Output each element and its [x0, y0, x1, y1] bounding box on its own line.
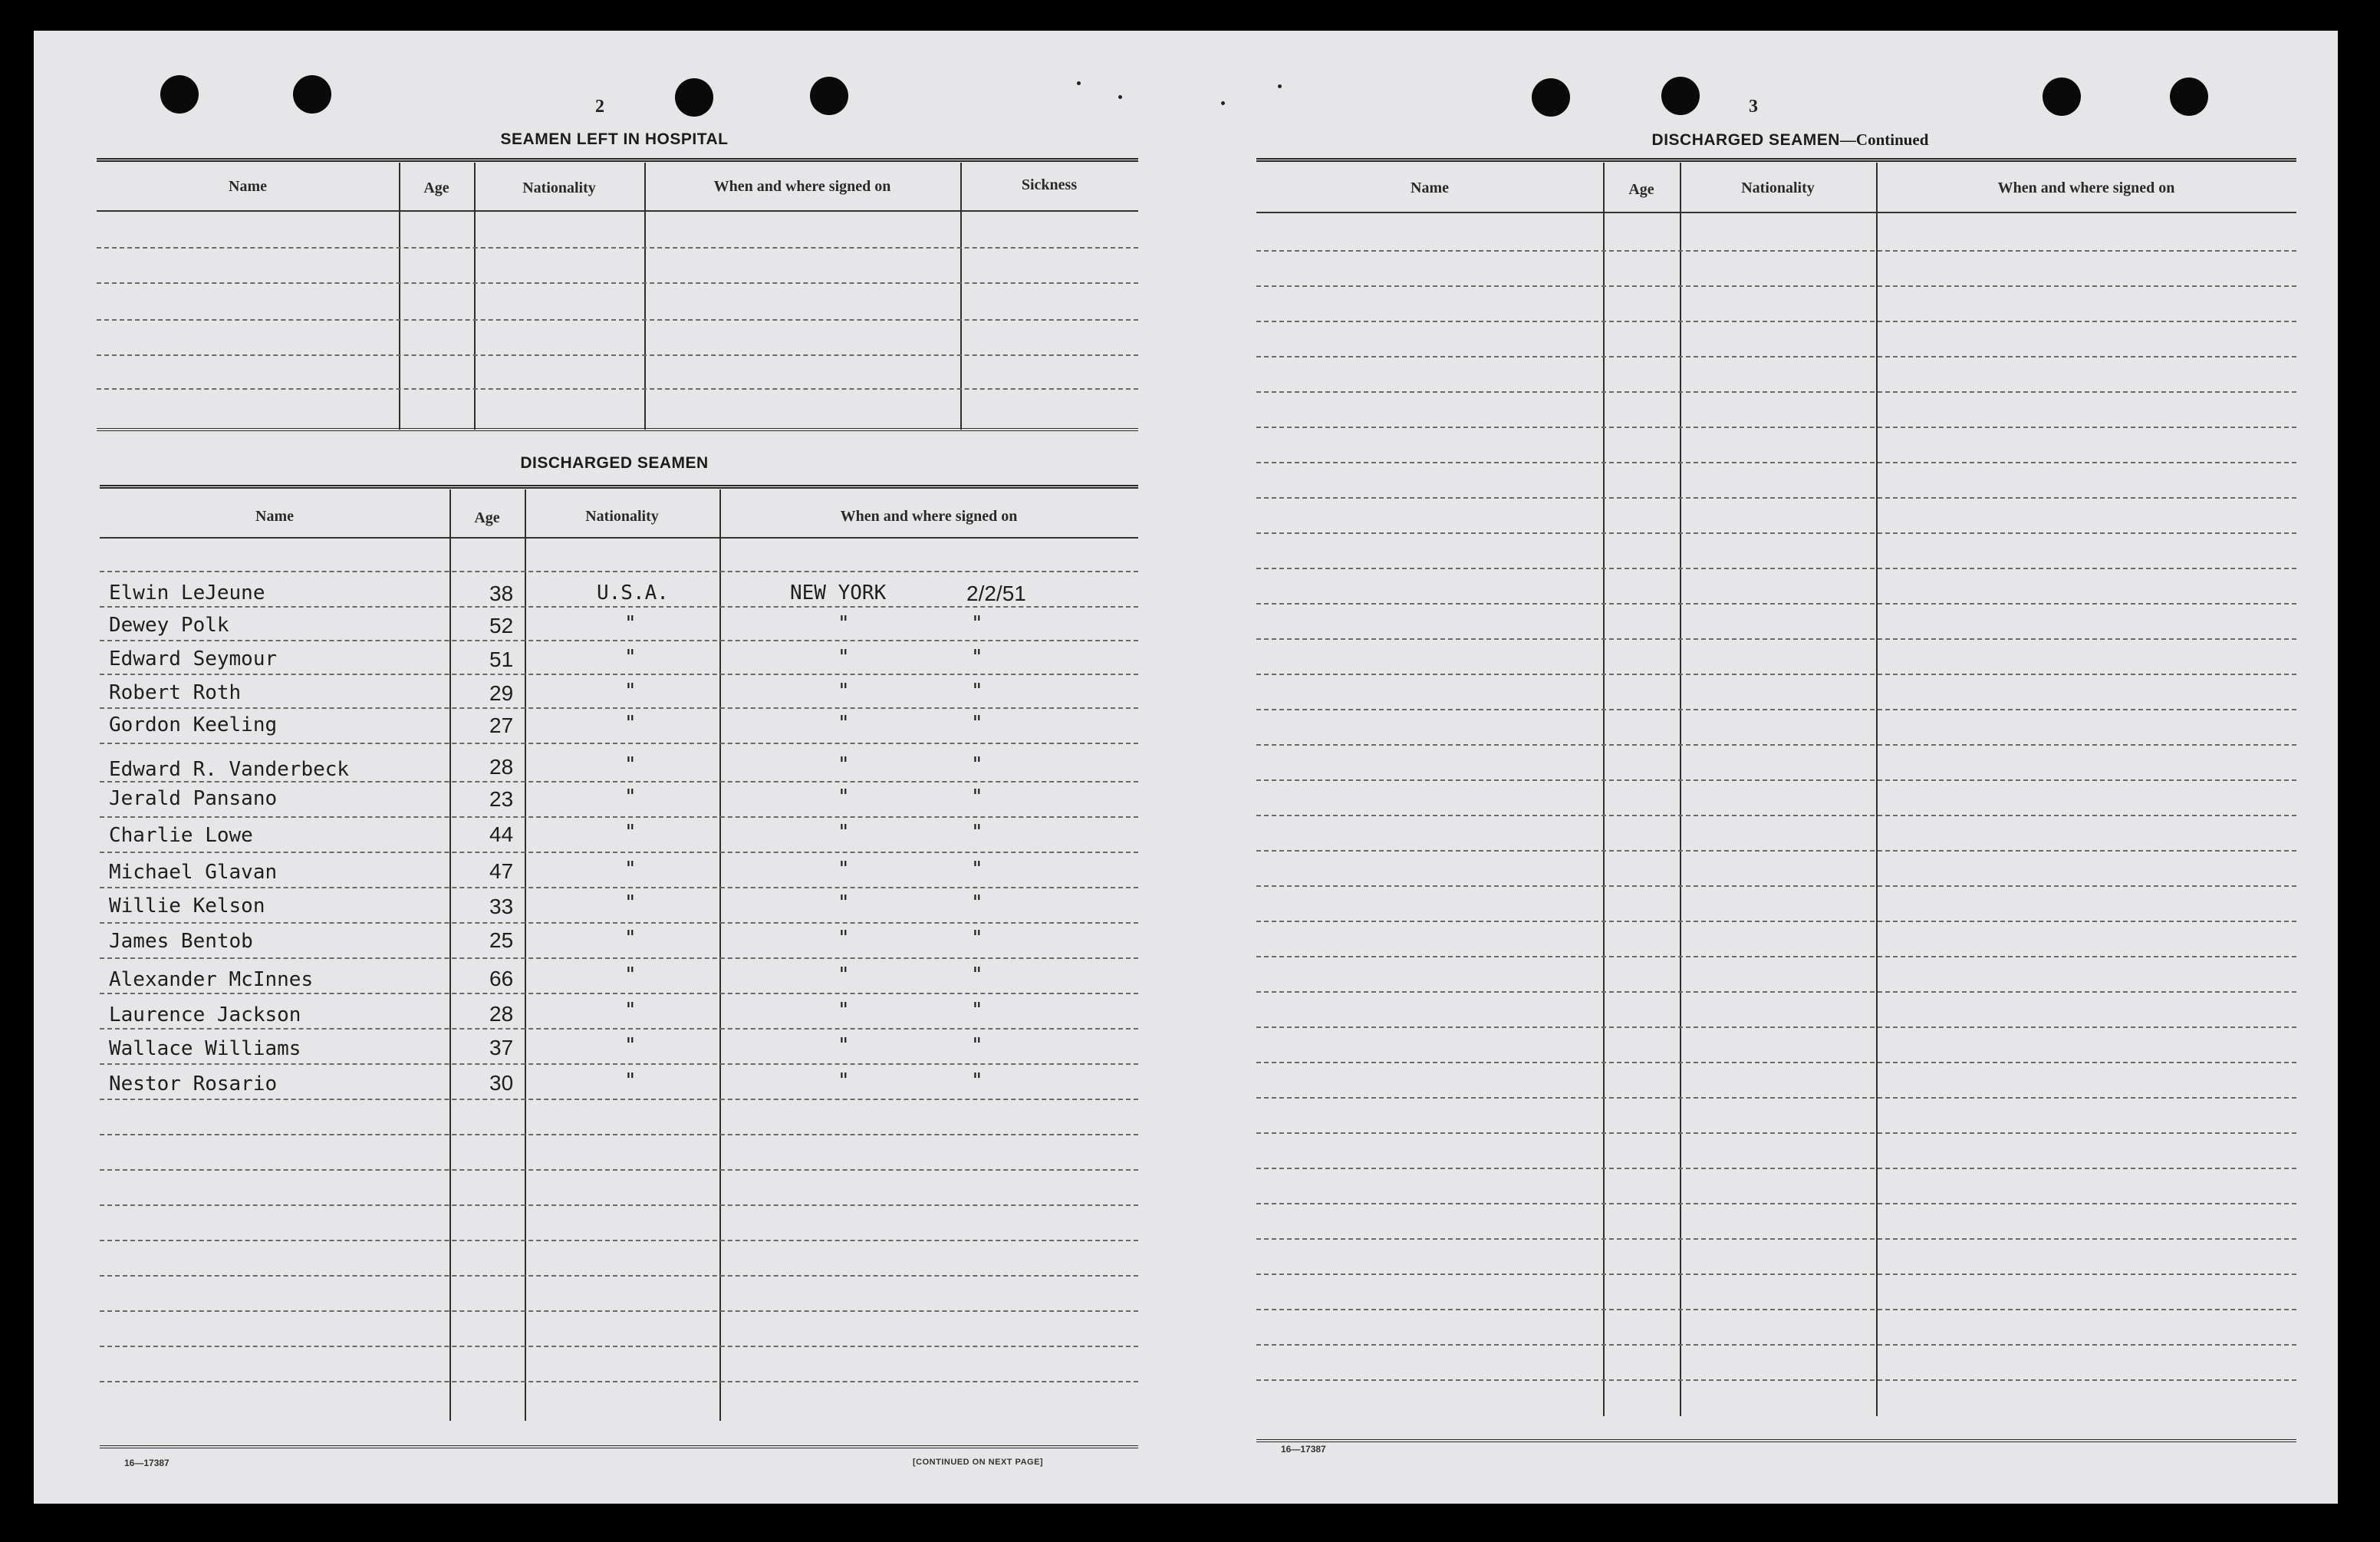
discharged-continued-title — [1292, 130, 2289, 150]
seaman-nationality: " — [624, 786, 637, 809]
column-header-age: Age — [423, 180, 449, 196]
seaman-name: James Bentob — [109, 930, 253, 953]
column-header-name: Name — [255, 508, 294, 525]
discharged-table — [100, 485, 1138, 1422]
discharged-title-suffix: —Continued — [1839, 130, 1929, 149]
signed-on-date: " — [971, 786, 983, 809]
signed-on-place: " — [838, 821, 850, 844]
signed-on-date: " — [971, 891, 983, 914]
form-number: 16—17387 — [124, 1458, 170, 1468]
signed-on-date: " — [971, 680, 983, 703]
seaman-name: Laurence Jackson — [109, 1003, 301, 1026]
seaman-age: 38 — [489, 582, 514, 605]
seaman-name: Elwin LeJeune — [109, 582, 265, 605]
signed-on-date: " — [971, 612, 983, 635]
seaman-nationality: " — [624, 927, 637, 950]
seaman-name: Michael Glavan — [109, 861, 278, 884]
seaman-nationality: " — [624, 712, 637, 735]
seaman-age: 66 — [489, 967, 514, 990]
signed-on-date: " — [971, 821, 983, 844]
binder-hole — [1661, 77, 1700, 115]
seaman-nationality: " — [624, 753, 637, 776]
binder-hole — [2170, 77, 2208, 116]
column-header-nationality: Nationality — [1741, 180, 1815, 196]
seaman-name: Edward R. Vanderbeck — [109, 758, 350, 781]
signed-on-place: " — [838, 612, 850, 635]
seaman-age: 23 — [489, 787, 514, 811]
discharged-title-main: DISCHARGED SEAMEN — [1651, 131, 1840, 149]
signed-on-place: NEW YORK — [790, 582, 887, 605]
signed-on-place: " — [838, 927, 850, 950]
signed-on-place: " — [838, 680, 850, 703]
seaman-age: 52 — [489, 614, 514, 638]
seaman-name: Dewey Polk — [109, 614, 229, 637]
seaman-nationality: " — [624, 999, 637, 1022]
binder-hole — [810, 77, 848, 115]
signed-on-date: " — [971, 753, 983, 776]
signed-on-place: " — [838, 712, 850, 735]
binder-hole — [2043, 77, 2081, 116]
seaman-nationality: " — [624, 858, 637, 881]
seaman-age: 28 — [489, 755, 514, 779]
seaman-age: 29 — [489, 681, 514, 705]
signed-on-date: 2/2/51 — [966, 582, 1026, 605]
signed-on-date: " — [971, 999, 983, 1022]
signed-on-place: " — [838, 858, 850, 881]
signed-on-date: " — [971, 964, 983, 987]
binder-hole — [160, 75, 199, 114]
ink-speck — [1118, 95, 1122, 99]
document-sheet — [34, 31, 2338, 1504]
seaman-name: Charlie Lowe — [109, 824, 253, 847]
seaman-age: 28 — [489, 1002, 514, 1026]
seaman-age: 44 — [489, 822, 514, 846]
discharged-continued-table — [1256, 158, 2296, 1447]
column-header-age: Age — [474, 509, 500, 526]
signed-on-place: " — [838, 646, 850, 669]
signed-on-place: " — [838, 891, 850, 914]
seaman-name: Alexander McInnes — [109, 968, 314, 991]
seaman-name: Edward Seymour — [109, 647, 278, 671]
signed-on-date: " — [971, 858, 983, 881]
signed-on-place: " — [838, 786, 850, 809]
signed-on-place: " — [838, 964, 850, 987]
signed-on-date: " — [971, 927, 983, 950]
ink-speck — [1221, 101, 1225, 105]
seaman-name: Wallace Williams — [109, 1037, 301, 1060]
seaman-name: Nestor Rosario — [109, 1072, 278, 1096]
seaman-name: Willie Kelson — [109, 895, 265, 918]
page-number-left: 2 — [595, 97, 604, 117]
seaman-age: 25 — [489, 928, 514, 952]
seaman-age: 30 — [489, 1071, 514, 1095]
seaman-name: Gordon Keeling — [109, 713, 278, 736]
column-header-signed-on: When and where signed on — [1997, 180, 2175, 196]
seaman-age: 33 — [489, 895, 514, 918]
signed-on-place: " — [838, 753, 850, 776]
seaman-age: 51 — [489, 647, 514, 671]
column-header-name: Name — [1411, 180, 1449, 196]
column-header-sickness: Sickness — [1021, 176, 1078, 193]
signed-on-date: " — [971, 646, 983, 669]
signed-on-place: " — [838, 1034, 850, 1057]
seaman-name: Robert Roth — [109, 681, 242, 704]
column-header-nationality: Nationality — [522, 180, 596, 196]
discharged-section-title: DISCHARGED SEAMEN — [520, 454, 709, 472]
seaman-nationality: " — [624, 680, 637, 703]
continued-note: [CONTINUED ON NEXT PAGE] — [913, 1458, 1044, 1467]
seaman-nationality: " — [624, 646, 637, 669]
seaman-nationality: " — [624, 964, 637, 987]
column-header-nationality: Nationality — [585, 508, 659, 525]
signed-on-date: " — [971, 1034, 983, 1057]
signed-on-date: " — [971, 1069, 983, 1092]
seaman-nationality: " — [624, 612, 637, 635]
ink-speck — [1077, 81, 1081, 85]
seaman-nationality: " — [624, 891, 637, 914]
signed-on-place: " — [838, 1069, 850, 1092]
signed-on-date: " — [971, 712, 983, 735]
seaman-age: 27 — [489, 713, 514, 737]
hospital-section-title: SEAMEN LEFT IN HOSPITAL — [500, 130, 729, 148]
seaman-nationality: U.S.A. — [597, 582, 669, 605]
form-number: 16—17387 — [1281, 1444, 1326, 1455]
binder-hole — [1532, 78, 1570, 117]
seaman-nationality: " — [624, 1034, 637, 1057]
binder-hole — [675, 78, 713, 117]
ink-speck — [1278, 84, 1282, 88]
column-header-age: Age — [1628, 181, 1654, 198]
signed-on-place: " — [838, 999, 850, 1022]
seaman-age: 37 — [489, 1036, 514, 1059]
binder-hole — [293, 75, 331, 114]
seaman-nationality: " — [624, 821, 637, 844]
seaman-name: Jerald Pansano — [109, 787, 278, 810]
column-header-name: Name — [229, 178, 267, 195]
column-header-signed-on: When and where signed on — [840, 508, 1018, 525]
column-header-signed-on: When and where signed on — [713, 178, 891, 195]
seaman-age: 47 — [489, 859, 514, 883]
seaman-nationality: " — [624, 1069, 637, 1092]
hospital-table — [97, 158, 1138, 431]
page-number-right: 3 — [1749, 97, 1758, 117]
